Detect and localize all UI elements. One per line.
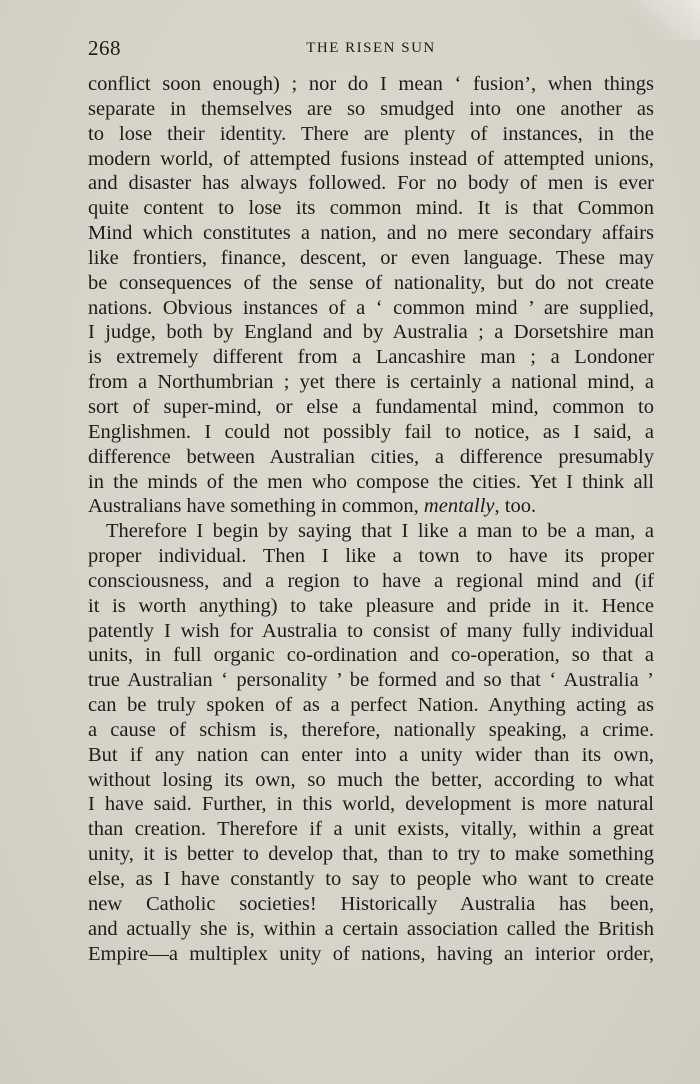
- text-line: in the minds of the men who compose the cities. Yet I think all: [88, 470, 654, 493]
- body-text: [88, 72, 654, 966]
- page-header: [88, 36, 654, 66]
- text-fragment: Australians have something in common,: [88, 495, 424, 518]
- page-corner-shading: [620, 0, 700, 40]
- text-line: consciousness, and a region to have a regional mind and (if: [88, 569, 654, 592]
- text-line: Mind which constitutes a nation, and no mere secondary affairs: [88, 222, 654, 245]
- running-title: THE RISEN SUN: [306, 40, 436, 56]
- text-line: to lose their identity. There are plenty of instances, in the: [88, 122, 654, 145]
- italic-word: mentally: [423, 495, 495, 518]
- text-line: modern world, of attempted fusions instead of attempted unions,: [88, 147, 654, 170]
- text-line: it is worth anything) to take pleasure and pride in it. Hence: [88, 594, 654, 617]
- text-line: true Australian ‘ personality ’ be formed and so that ‘ Australia ’: [88, 669, 654, 692]
- text-line: Empire—a multiplex unity of nations, having an interior order,: [88, 942, 654, 965]
- text-line: without losing its own, so much the better, according to what: [88, 768, 654, 791]
- text-line: be consequences of the sense of nationality, but do not create: [88, 271, 654, 294]
- paragraph-end-line: [88, 494, 654, 519]
- text-line: from a Northumbrian ; yet there is certainly a national mind, a: [88, 371, 654, 394]
- text-line: proper individual. Then I like a town to have its proper: [88, 545, 654, 568]
- text-line: a cause of schism is, therefore, nationally speaking, a crime.: [88, 718, 654, 741]
- paragraph-first-line: Therefore I begin by saying that I like a man to be a man, a: [106, 520, 654, 543]
- text-line: than creation. Therefore if a unit exists, vitally, within a great: [88, 818, 654, 841]
- text-line: difference between Australian cities, a difference presumably: [88, 445, 654, 468]
- text-line: quite content to lose its common mind. It is that Common: [88, 197, 654, 220]
- text-line: like frontiers, finance, descent, or even language. These may: [88, 246, 654, 269]
- text-line: new Catholic societies! Historically Australia has been,: [88, 892, 654, 915]
- text-line: and disaster has always followed. For no body of men is ever: [88, 172, 654, 195]
- text-line: and actually she is, within a certain association called the British: [88, 917, 654, 940]
- text-line: conflict soon enough) ; nor do I mean ‘ fusion’, when things: [88, 73, 654, 95]
- text-line: units, in full organic co-ordination and co-operation, so that a: [88, 644, 654, 667]
- text-line: nations. Obvious instances of a ‘ common mind ’ are supplied,: [88, 296, 654, 319]
- text-line: unity, it is better to develop that, than to try to make something: [88, 843, 654, 866]
- text-line: else, as I have constantly to say to people who want to create: [88, 868, 654, 890]
- text-line: But if any nation can enter into a unity wider than its own,: [88, 743, 654, 766]
- text-line: separate in themselves are so smudged into one another as: [88, 97, 654, 120]
- text-line: Englishmen. I could not possibly fail to notice, as I said, a: [88, 420, 654, 443]
- text-line: I judge, both by England and by Australia ; a Dorsetshire man: [88, 321, 654, 344]
- text-fragment: , too.: [494, 495, 537, 518]
- text-line: patently I wish for Australia to consist of many fully individual: [88, 619, 654, 642]
- text-line: sort of super-mind, or else a fundamental mind, common to: [88, 395, 654, 418]
- text-line: is extremely different from a Lancashire man ; a Londoner: [88, 346, 654, 369]
- text-line: can be truly spoken of as a perfect Nation. Anything acting as: [88, 694, 654, 717]
- page-number: 268: [88, 36, 121, 60]
- text-line: I have said. Further, in this world, development is more natural: [88, 793, 654, 816]
